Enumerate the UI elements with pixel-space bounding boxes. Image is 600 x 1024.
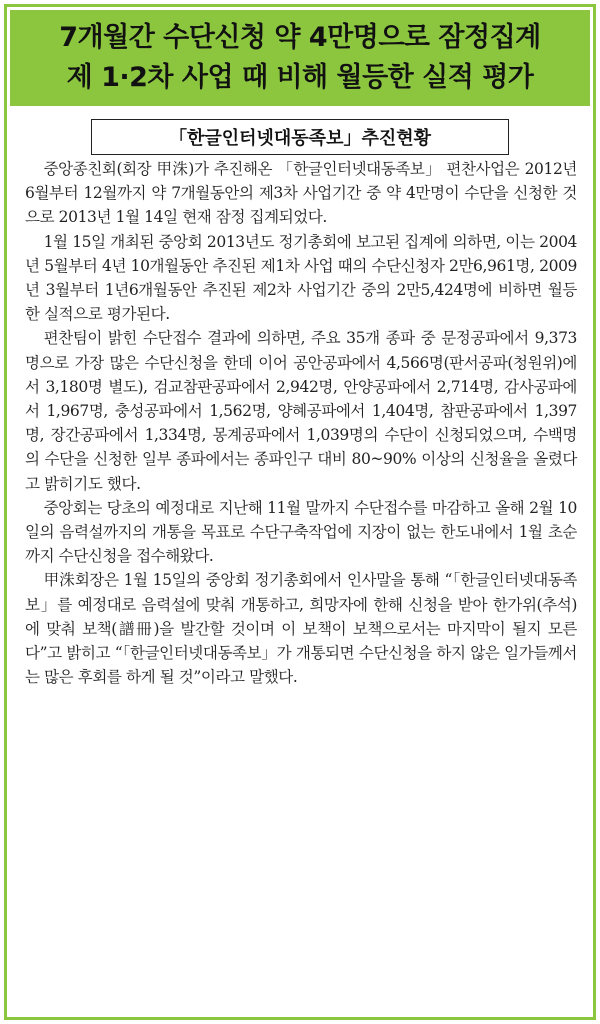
headline-banner (10, 10, 590, 106)
news-article (4, 4, 596, 1020)
section-title: 「한글인터넷대동족보」추진현황 (168, 128, 432, 149)
paragraph: 편찬팀이 밝힌 수단접수 결과에 의하면, 주요 35개 종파 중 문정공파에서 9,373명으로 가장 많은 수단신청을 한데 이어 공안공파에서 4,566명(판서공파(청원위)에서 3,180명 별도), 검교참판공파에서 2,942명, 안양공파에서 2,714명, 감사공파에서 1,967명, 충성공파에서 1,562명, 양혜공파에서 1,404명, 참판공파에서 1,397명, 장간공파에서 1,334명, 몽계공파에서 1,039명의 수단이 신청되었으며, 수백명의 수단을 신청한 일부 종파에서는 종파인구 대비 80~90% 이상의 신청율을 올렸다고 밝히기도 했다. (25, 329, 577, 493)
paragraph: 1월 15일 개최된 중앙회 2013년도 정기총회에 보고된 집계에 의하면, 이는 2004년 5월부터 4년 10개월동안 추진된 제1차 사업 때의 수단신청자 2만6,961명, 2009년 3월부터 1년6개월동안 추진된 제2차 사업기간 중의 2만5,424명에 비하면 월등한 실적으로 평가된다. (25, 232, 577, 324)
article-body (25, 157, 577, 689)
headline-sub: 제 1·2차 사업 때 비해 월등한 실적 평가 (66, 62, 534, 93)
paragraph: 甲洙회장은 1월 15일의 중앙회 정기총회에서 인사말을 통해 “「한글인터넷대동족보」를 예정대로 음력설에 맞춰 개통하고, 희망자에 한해 신청을 받아 한가위(추석)에 맞춰 보책(譜冊)을 발간할 것이며 이 보책이 보책으로서는 마지막이 될지 모른다”고 밝히고 “「한글인터넷대동족보」가 개통되면 수단신청을 하지 않은 일가들께서는 많은 후회를 하게 될 것”이라고 말했다. (25, 571, 577, 687)
section-title-box (91, 119, 509, 155)
headline-main: 7개월간 수단신청 약 4만명으로 잠정집계 (59, 22, 541, 53)
paragraph: 중앙회는 당초의 예정대로 지난해 11월 말까지 수단접수를 마감하고 올해 2월 10일의 음력설까지의 개통을 목표로 수단구축작업에 지장이 없는 한도내에서 1월 초순까지 수단신청을 접수해왔다. (25, 498, 577, 566)
paragraph: 중앙종친회(회장 甲洙)가 추진해온 「한글인터넷대동족보」 편찬사업은 2012년 6월부터 12월까지 약 7개월동안의 제3차 사업기간 중 약 4만명이 수단을 신청한 것으로 2013년 1월 14일 현재 잠정 집계되었다. (25, 160, 577, 227)
